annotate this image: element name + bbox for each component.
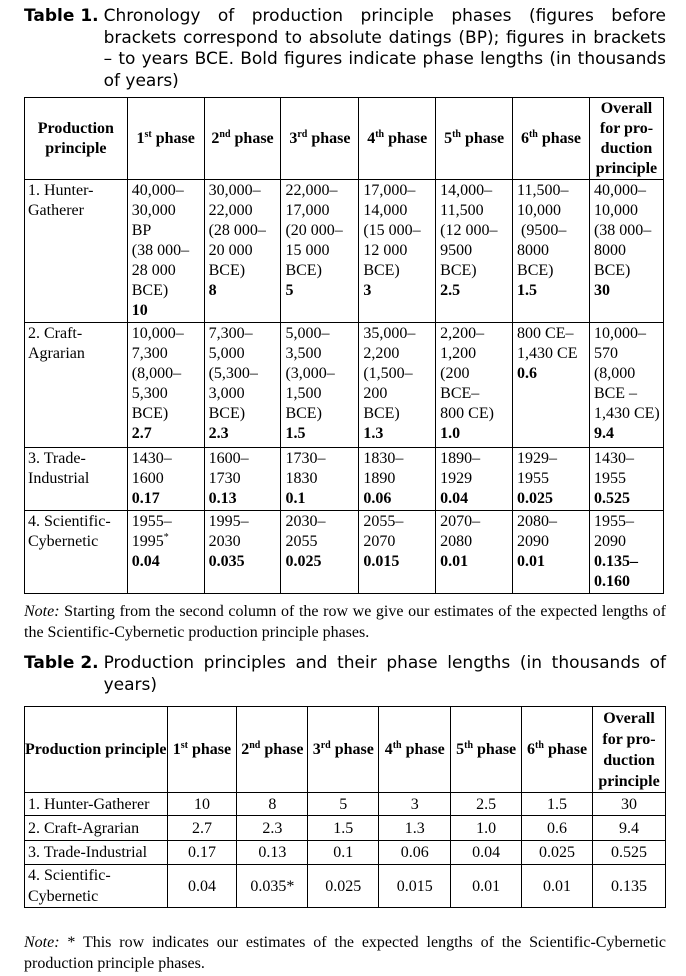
header-phase-5 bbox=[451, 707, 522, 793]
period-line: BCE) bbox=[285, 262, 322, 279]
period-line: 1929 bbox=[440, 470, 473, 487]
header-phase-word: phase bbox=[307, 129, 351, 147]
period-line: BCE) bbox=[285, 405, 322, 422]
phase-length-cell: 2.5 bbox=[451, 793, 522, 816]
phase-length-cell: 5 bbox=[308, 793, 379, 816]
phase-length: 3 bbox=[363, 282, 372, 299]
header-phase-number: 3 bbox=[312, 741, 321, 758]
phase-cell bbox=[589, 448, 663, 511]
period-line: 1955 bbox=[517, 470, 550, 487]
table-row bbox=[25, 865, 666, 908]
table2-header-row bbox=[25, 707, 666, 793]
phase-cell bbox=[436, 448, 513, 511]
table2-note-label: Note: bbox=[24, 934, 60, 951]
production-principle-line: Industrial bbox=[28, 470, 90, 487]
header-phase-number: 5 bbox=[444, 129, 453, 147]
header-phase-number: 5 bbox=[456, 741, 465, 758]
phase-cell bbox=[513, 180, 590, 323]
period-line: 10,000 bbox=[517, 202, 562, 219]
header-phase-word: phase bbox=[460, 129, 505, 147]
table-row bbox=[25, 816, 666, 841]
header-phase-word: phase bbox=[543, 741, 588, 758]
header-phase-ordinal: st bbox=[180, 740, 188, 751]
period-line: 2055– bbox=[363, 513, 404, 530]
period-line: BCE) bbox=[131, 282, 169, 299]
phase-cell bbox=[513, 511, 590, 594]
phase-length: 1.5 bbox=[517, 282, 538, 299]
header-overall: Overall for pro-duction principle bbox=[589, 98, 663, 180]
phase-length: 0.015 bbox=[363, 553, 400, 570]
header-phase-number: 3 bbox=[289, 129, 298, 147]
period-line-wrap bbox=[132, 532, 201, 552]
header-phase-3 bbox=[308, 707, 379, 793]
header-phase-word: phase bbox=[537, 129, 581, 147]
phase-length-cell: 1.5 bbox=[308, 816, 379, 841]
period-line: (38 000– bbox=[131, 242, 190, 259]
phase-length-cell: 3 bbox=[379, 793, 451, 816]
period-line: 1,430 CE bbox=[517, 345, 578, 362]
header-phase-ordinal: th bbox=[464, 740, 474, 751]
phase-length: 0.035 bbox=[208, 553, 245, 570]
table1-caption-text: Chronology of production principle phases (figures before brackets correspond to absolute datings (BP); figures in brackets – to years BCE. Bold figures indicate phase lengths (in thousands of years) bbox=[103, 6, 666, 91]
phase-length: 0.6 bbox=[517, 365, 538, 382]
period-line: (8,000 bbox=[593, 365, 636, 382]
period-line: 1600 bbox=[131, 470, 164, 487]
table-row bbox=[25, 323, 664, 448]
phase-length: 0.04 bbox=[440, 490, 469, 507]
phase-length: 0.025 bbox=[285, 553, 322, 570]
header-overall: Overall for pro-duction principle bbox=[593, 707, 666, 793]
period-line: 1890 bbox=[363, 470, 396, 487]
production-principle-cell bbox=[25, 511, 128, 594]
period-line: 1730 bbox=[208, 470, 241, 487]
period-line: 2070– bbox=[440, 513, 481, 530]
period-line: BCE) bbox=[593, 262, 631, 279]
phase-length-cell: 0.025 bbox=[522, 841, 593, 865]
header-phase-word: phase bbox=[401, 741, 445, 758]
period-line: 17,000– bbox=[363, 182, 416, 199]
period-line: 2,200 bbox=[363, 345, 400, 362]
header-phase-ordinal: nd bbox=[219, 128, 231, 140]
period-line: BCE) bbox=[440, 262, 477, 279]
phase-cell bbox=[204, 511, 281, 594]
header-phase-6 bbox=[522, 707, 593, 793]
header-phase-word: phase bbox=[151, 129, 195, 147]
phase-length-cell: 8 bbox=[237, 793, 308, 816]
period-line: 11,500 bbox=[440, 202, 484, 219]
table1-note bbox=[24, 601, 666, 643]
production-principle-line: Agrarian bbox=[28, 345, 85, 362]
production-principle-line: Cybernetic bbox=[28, 533, 99, 550]
table2-caption-text: Production principles and their phase lengths (in thousands of years) bbox=[103, 653, 666, 695]
phase-length-cell: 0.035* bbox=[237, 865, 308, 908]
phase-cell bbox=[281, 323, 359, 448]
period-line: 40,000– bbox=[131, 182, 184, 199]
header-phase-ordinal: th bbox=[528, 128, 538, 140]
period-line: 1830 bbox=[285, 470, 318, 487]
period-line: 1995– bbox=[208, 513, 249, 530]
phase-length: 0.135–0.160 bbox=[593, 553, 638, 590]
header-phase-5 bbox=[436, 98, 513, 180]
phase-cell bbox=[359, 323, 436, 448]
header-phase-ordinal: rd bbox=[320, 740, 331, 751]
phase-length: 9.4 bbox=[593, 425, 614, 442]
table-row bbox=[25, 841, 666, 865]
period-line: BCE) bbox=[208, 262, 246, 279]
period-line: 10,000– bbox=[593, 325, 646, 342]
period-line: 2080– bbox=[517, 513, 558, 530]
phase-cell bbox=[436, 180, 513, 323]
period-line: 8000 bbox=[517, 242, 550, 259]
period-line: 20 000 bbox=[208, 242, 253, 259]
period-line: 1730– bbox=[285, 450, 326, 467]
phase-cell bbox=[204, 323, 281, 448]
production-principle-cell bbox=[25, 816, 168, 841]
phase-length-cell: 1.5 bbox=[522, 793, 593, 816]
period-line: 14,000 bbox=[363, 202, 408, 219]
phase-length-cell: 10 bbox=[167, 793, 237, 816]
period-line: 11,500– bbox=[517, 182, 569, 199]
period-line: 17,000 bbox=[285, 202, 330, 219]
period-line: 15 000 bbox=[285, 242, 330, 259]
period-line: 1929– bbox=[517, 450, 558, 467]
phase-length: 0.04 bbox=[131, 553, 160, 570]
header-phase-ordinal: nd bbox=[249, 740, 261, 751]
header-phase-word: phase bbox=[230, 129, 274, 147]
header-phase-3 bbox=[281, 98, 359, 180]
phase-cell bbox=[204, 180, 281, 323]
phase-length: 0.17 bbox=[131, 490, 160, 507]
production-principle-line: 4. Scientific- bbox=[28, 513, 111, 530]
period-line: 1,430 CE) bbox=[593, 405, 660, 422]
period-line: 40,000– bbox=[593, 182, 646, 199]
header-phase-4 bbox=[379, 707, 451, 793]
header-phase-number: 1 bbox=[172, 741, 181, 758]
phase-length: 1.5 bbox=[285, 425, 306, 442]
table-row bbox=[25, 793, 666, 816]
production-principle-cell bbox=[25, 448, 128, 511]
period-line: 570 bbox=[593, 345, 618, 362]
table-row bbox=[25, 448, 664, 511]
table1-label: Table 1. bbox=[24, 6, 99, 26]
phase-cell bbox=[281, 180, 359, 323]
production-principle-cell bbox=[25, 865, 168, 908]
phase-cell bbox=[513, 448, 590, 511]
period-line: 1955– bbox=[593, 513, 634, 530]
phase-cell bbox=[281, 448, 359, 511]
production-principle-line: 1. Hunter- bbox=[28, 182, 94, 199]
phase-length-cell: 0.01 bbox=[522, 865, 593, 908]
period-line: 1955 bbox=[593, 470, 626, 487]
phase-cell bbox=[436, 511, 513, 594]
table2-caption bbox=[24, 653, 666, 696]
phase-length-cell: 0.13 bbox=[237, 841, 308, 865]
phase-cell bbox=[204, 448, 281, 511]
header-phase-number: 6 bbox=[520, 129, 529, 147]
phase-length-cell: 2.3 bbox=[237, 816, 308, 841]
phase-cell bbox=[436, 323, 513, 448]
header-production-principle: Production principle bbox=[25, 707, 168, 793]
period-line: 30,000– bbox=[208, 182, 261, 199]
period-line: 3,500 bbox=[285, 345, 322, 362]
phase-length: 5 bbox=[285, 282, 294, 299]
header-phase-word: phase bbox=[384, 129, 428, 147]
period-line: (15 000– bbox=[363, 222, 421, 239]
header-phase-word: phase bbox=[188, 741, 232, 758]
table-row bbox=[25, 511, 664, 594]
period-line: 2090 bbox=[593, 533, 626, 550]
phase-length-cell: 1.3 bbox=[379, 816, 451, 841]
period-line: (38 000– bbox=[593, 222, 652, 239]
table-row bbox=[25, 180, 664, 323]
phase-length: 8 bbox=[208, 282, 217, 299]
period-line: 800 CE) bbox=[440, 405, 494, 422]
table1-body bbox=[25, 180, 664, 594]
period-line: 9500 bbox=[440, 242, 473, 259]
period-line: BCE – bbox=[593, 385, 638, 402]
header-phase-number: 6 bbox=[527, 741, 536, 758]
header-phase-ordinal: th bbox=[535, 740, 544, 751]
period-line: (5,300– bbox=[208, 365, 258, 382]
period-line: 30,000 bbox=[131, 202, 176, 219]
production-principle-line: Cybernetic bbox=[28, 888, 99, 905]
phase-cell bbox=[127, 180, 204, 323]
production-principle-line: Gatherer bbox=[28, 202, 84, 219]
phase-length: 0.01 bbox=[517, 553, 546, 570]
production-principle-cell bbox=[25, 841, 168, 865]
phase-length-cell: 0.135 bbox=[593, 865, 666, 908]
table1-note-label: Note: bbox=[24, 603, 60, 620]
header-phase-1 bbox=[167, 707, 237, 793]
period-line: 1,200 bbox=[440, 345, 477, 362]
period-line: 2070 bbox=[363, 533, 396, 550]
period-line: 12 000 bbox=[363, 242, 408, 259]
period-line: BCE) bbox=[131, 405, 169, 422]
phase-length-cell: 1.0 bbox=[451, 816, 522, 841]
period-line: 800 CE– bbox=[517, 325, 574, 342]
header-phase-2 bbox=[237, 707, 308, 793]
phase-length: 0.13 bbox=[208, 490, 237, 507]
table2 bbox=[24, 706, 666, 908]
phase-length-cell: 30 bbox=[593, 793, 666, 816]
period-line: 2030– bbox=[285, 513, 326, 530]
phase-length: 0.01 bbox=[440, 553, 469, 570]
phase-cell bbox=[589, 180, 663, 323]
phase-length: 2.5 bbox=[440, 282, 461, 299]
period-line: 5,300 bbox=[131, 385, 168, 402]
phase-cell bbox=[359, 448, 436, 511]
period-line: 2030 bbox=[208, 533, 241, 550]
period-line: 1995 bbox=[131, 533, 164, 550]
phase-length: 1.3 bbox=[363, 425, 384, 442]
header-phase-ordinal: th bbox=[452, 128, 461, 140]
header-phase-1 bbox=[127, 98, 204, 180]
phase-length-cell: 0.6 bbox=[522, 816, 593, 841]
period-line: 1830– bbox=[363, 450, 404, 467]
table1-note-text: Starting from the second column of the row we give our estimates of the expected lengths of the Scientific-Cybernetic production principle phases. bbox=[24, 603, 666, 641]
header-phase-2 bbox=[204, 98, 281, 180]
phase-length: 0.1 bbox=[285, 490, 306, 507]
period-line: 1600– bbox=[208, 450, 249, 467]
period-line: 35,000– bbox=[363, 325, 416, 342]
period-line: 14,000– bbox=[440, 182, 493, 199]
phase-length: 2.3 bbox=[208, 425, 229, 442]
phase-length: 0.06 bbox=[363, 490, 392, 507]
period-line: 28 000 bbox=[131, 262, 176, 279]
header-phase-number: 2 bbox=[241, 741, 250, 758]
phase-length: 0.525 bbox=[593, 490, 630, 507]
phase-length: 30 bbox=[593, 282, 610, 299]
header-phase-ordinal: th bbox=[392, 740, 402, 751]
period-line: BCE) bbox=[208, 405, 246, 422]
phase-length: 0.025 bbox=[517, 490, 554, 507]
table2-body bbox=[25, 793, 666, 908]
header-phase-ordinal: rd bbox=[297, 128, 308, 140]
period-line: (20 000– bbox=[285, 222, 343, 239]
period-line: BCE– bbox=[440, 385, 480, 402]
footnote-marker: * bbox=[163, 532, 169, 543]
phase-length-cell: 2.7 bbox=[167, 816, 237, 841]
phase-length-cell: 9.4 bbox=[593, 816, 666, 841]
phase-length: 10 bbox=[131, 302, 148, 319]
phase-length-cell: 0.015 bbox=[379, 865, 451, 908]
table1-caption bbox=[24, 6, 666, 92]
period-line: 2,200– bbox=[440, 325, 485, 342]
header-phase-word: phase bbox=[260, 741, 304, 758]
period-line: 1955– bbox=[131, 513, 172, 530]
period-line: 7,300– bbox=[208, 325, 253, 342]
period-line: 1,500 bbox=[285, 385, 322, 402]
table1 bbox=[24, 97, 664, 594]
period-line: 5,000 bbox=[208, 345, 245, 362]
period-line: BCE) bbox=[517, 262, 554, 279]
table2-label: Table 2. bbox=[24, 653, 99, 673]
header-phase-word: phase bbox=[473, 741, 517, 758]
production-principle-line: 4. Scientific- bbox=[28, 867, 111, 884]
phase-cell bbox=[127, 323, 204, 448]
period-line: 10,000 bbox=[593, 202, 638, 219]
period-line: 22,000 bbox=[208, 202, 253, 219]
phase-length-cell: 0.06 bbox=[379, 841, 451, 865]
period-line: 2055 bbox=[285, 533, 318, 550]
period-line: 200 bbox=[363, 385, 388, 402]
header-phase-ordinal: th bbox=[375, 128, 385, 140]
production-principle-line: 3. Trade- bbox=[28, 450, 86, 467]
period-line: BCE) bbox=[363, 262, 400, 279]
period-line: 2080 bbox=[440, 533, 473, 550]
header-phase-number: 1 bbox=[136, 129, 145, 147]
period-line: (28 000– bbox=[208, 222, 266, 239]
period-line: (12 000– bbox=[440, 222, 498, 239]
period-line: 1430– bbox=[593, 450, 634, 467]
period-line: (3,000– bbox=[285, 365, 335, 382]
production-principle-cell bbox=[25, 323, 128, 448]
period-line: (1,500– bbox=[363, 365, 413, 382]
header-phase-word: phase bbox=[330, 741, 374, 758]
period-line: (8,000– bbox=[131, 365, 182, 382]
header-phase-number: 2 bbox=[211, 129, 220, 147]
header-phase-number: 4 bbox=[367, 129, 376, 147]
table2-note bbox=[24, 932, 666, 974]
period-line: 1890– bbox=[440, 450, 481, 467]
production-principle-cell bbox=[25, 180, 128, 323]
period-line: 5,000– bbox=[285, 325, 330, 342]
period-line: BCE) bbox=[363, 405, 400, 422]
production-principle-line: 1. Hunter-Gatherer bbox=[28, 795, 150, 813]
header-phase-6 bbox=[513, 98, 590, 180]
period-line: 7,300 bbox=[131, 345, 168, 362]
phase-cell bbox=[589, 511, 663, 594]
period-line: 2090 bbox=[517, 533, 550, 550]
phase-length-cell: 0.025 bbox=[308, 865, 379, 908]
phase-cell bbox=[589, 323, 663, 448]
period-line: 8000 bbox=[593, 242, 626, 259]
table2-note-text: * This row indicates our estimates of the expected lengths of the Scientific-Cybernetic production principle phases. bbox=[24, 934, 666, 972]
phase-cell bbox=[359, 511, 436, 594]
production-principle-line: 3. Trade-Industrial bbox=[28, 844, 148, 861]
phase-cell bbox=[359, 180, 436, 323]
header-phase-ordinal: st bbox=[144, 128, 152, 140]
phase-cell bbox=[281, 511, 359, 594]
period-line: BP bbox=[131, 222, 152, 239]
period-line: 22,000– bbox=[285, 182, 338, 199]
production-principle-cell bbox=[25, 793, 168, 816]
header-phase-4 bbox=[359, 98, 436, 180]
phase-length-cell: 0.04 bbox=[451, 841, 522, 865]
production-principle-line: 2. Craft- bbox=[28, 325, 83, 342]
period-line: 10,000– bbox=[131, 325, 184, 342]
period-line: (200 bbox=[440, 365, 470, 382]
phase-length-cell: 0.1 bbox=[308, 841, 379, 865]
production-principle-line: 2. Craft-Agrarian bbox=[28, 819, 140, 837]
period-line: 1430– bbox=[131, 450, 172, 467]
header-production-principle: Production principle bbox=[25, 98, 128, 180]
phase-cell bbox=[127, 511, 204, 594]
phase-length: 1.0 bbox=[440, 425, 461, 442]
phase-cell bbox=[127, 448, 204, 511]
phase-length-cell: 0.525 bbox=[593, 841, 666, 865]
header-phase-number: 4 bbox=[384, 741, 393, 758]
period-line: 3,000 bbox=[208, 385, 245, 402]
phase-length-cell: 0.01 bbox=[451, 865, 522, 908]
period-line: (9500– bbox=[517, 222, 567, 239]
phase-length-cell: 0.04 bbox=[167, 865, 237, 908]
phase-cell bbox=[513, 323, 590, 448]
table1-header-row bbox=[25, 98, 664, 180]
phase-length: 2.7 bbox=[131, 425, 152, 442]
phase-length-cell: 0.17 bbox=[167, 841, 237, 865]
